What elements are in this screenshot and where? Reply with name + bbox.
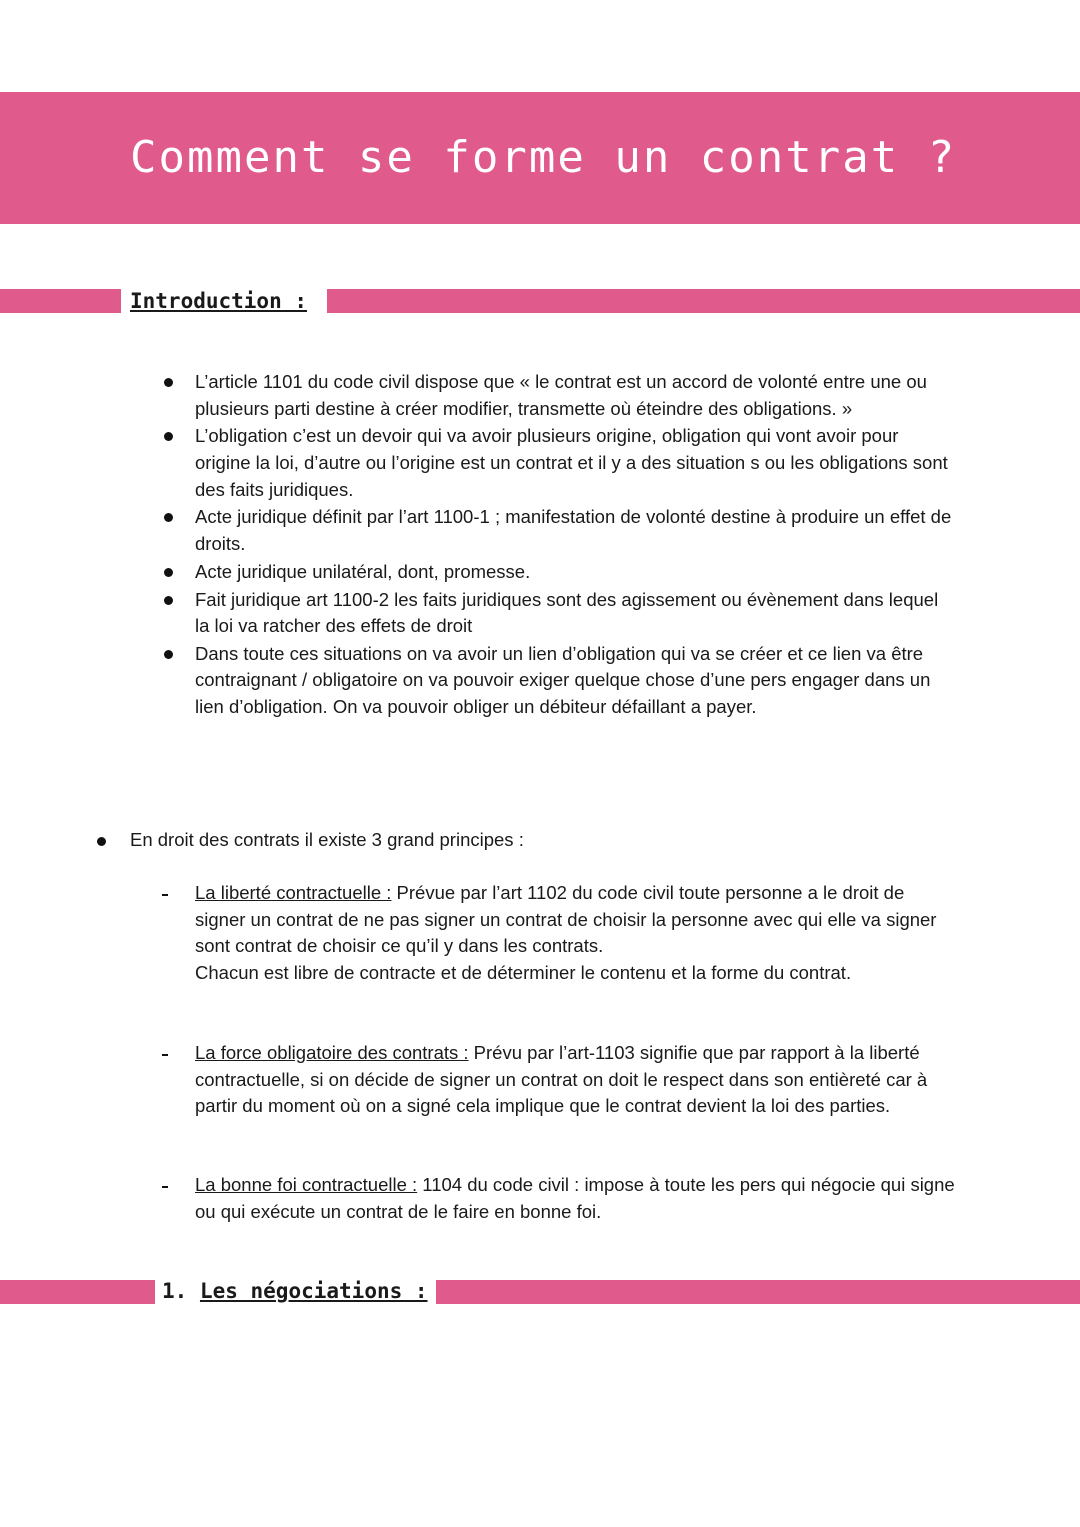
list-item: Acte juridique définit par l’art 1100-1 ; manifestation de volonté destine à produire un effet de droits. — [195, 504, 955, 557]
list-item: L’obligation c’est un devoir qui va avoir plusieurs origine, obligation qui vont avoir pour origine la loi, d’autre ou l’origine est un contrat et il y a des situation s ou les obligations sont des faits juridiques. — [195, 423, 955, 503]
list-item: Fait juridique art 1100-2 les faits juridiques sont des agissement ou évènement dans lequel la loi va ratcher des effets de droit — [195, 587, 955, 640]
dash-icon — [162, 1054, 168, 1056]
section-bar-right — [327, 289, 1080, 313]
list-item: Acte juridique unilatéral, dont, promesse. — [195, 559, 955, 586]
bullet-icon — [97, 837, 106, 846]
principle-heading: La bonne foi contractuelle : — [195, 1174, 418, 1195]
section-bar-left — [0, 289, 121, 313]
intro-bullet-list — [195, 369, 955, 722]
principle-item — [195, 1172, 955, 1225]
section-heading-introduction: Introduction : — [130, 289, 308, 313]
page-title: Comment se forme un contrat ? — [130, 132, 957, 183]
list-item: L’article 1101 du code civil dispose que « le contrat est un accord de volonté entre une ou plusieurs parti destine à créer modifier, transmette où éteindre des obligations. » — [195, 369, 955, 422]
section-bar-left — [0, 1280, 155, 1304]
principle-text: 1104 du code civil : impose à toute les pers qui négocie qui signe ou qui exécute un contrat de le faire en bonne foi. — [195, 1174, 955, 1222]
principle-item — [195, 1040, 955, 1120]
principle-heading: La liberté contractuelle : — [195, 882, 392, 903]
dash-icon — [162, 894, 168, 896]
section-bar-right — [436, 1280, 1080, 1304]
principle-extra: Chacun est libre de contracte et de déterminer le contenu et la forme du contrat. — [195, 961, 852, 983]
principle-text: Prévu par l’art-1103 signifie que par rapport à la liberté contractuelle, si on décide de signer un contrat on doit le respect dans son entièreté car à partir du moment où on a signé cela implique que le contrat devient la loi des parties. — [195, 1042, 928, 1117]
section-number: 1. — [162, 1279, 188, 1303]
principle-item — [195, 880, 955, 986]
dash-icon — [162, 1186, 168, 1188]
list-item: Dans toute ces situations on va avoir un lien d’obligation qui va se créer et ce lien va être contraignant / obligatoire on va pouvoir exiger quelque chose d’une pers engager dans un lien d’obligation. On va pouvoir obliger un débiteur défaillant a payer. — [195, 641, 955, 721]
section-heading-negotiations — [162, 1278, 428, 1304]
principle-heading: La force obligatoire des contrats : — [195, 1042, 469, 1063]
section-title: Les négociations : — [199, 1279, 428, 1303]
principle-text: Prévue par l’art 1102 du code civil toute personne a le droit de signer un contrat de ne pas signer un contrat de choisir la personne avec qui elle va signer sont contrat de choisir ce qu’il y dans les contrats. — [195, 882, 937, 957]
principles-intro: En droit des contrats il existe 3 grand principes : — [130, 829, 524, 850]
